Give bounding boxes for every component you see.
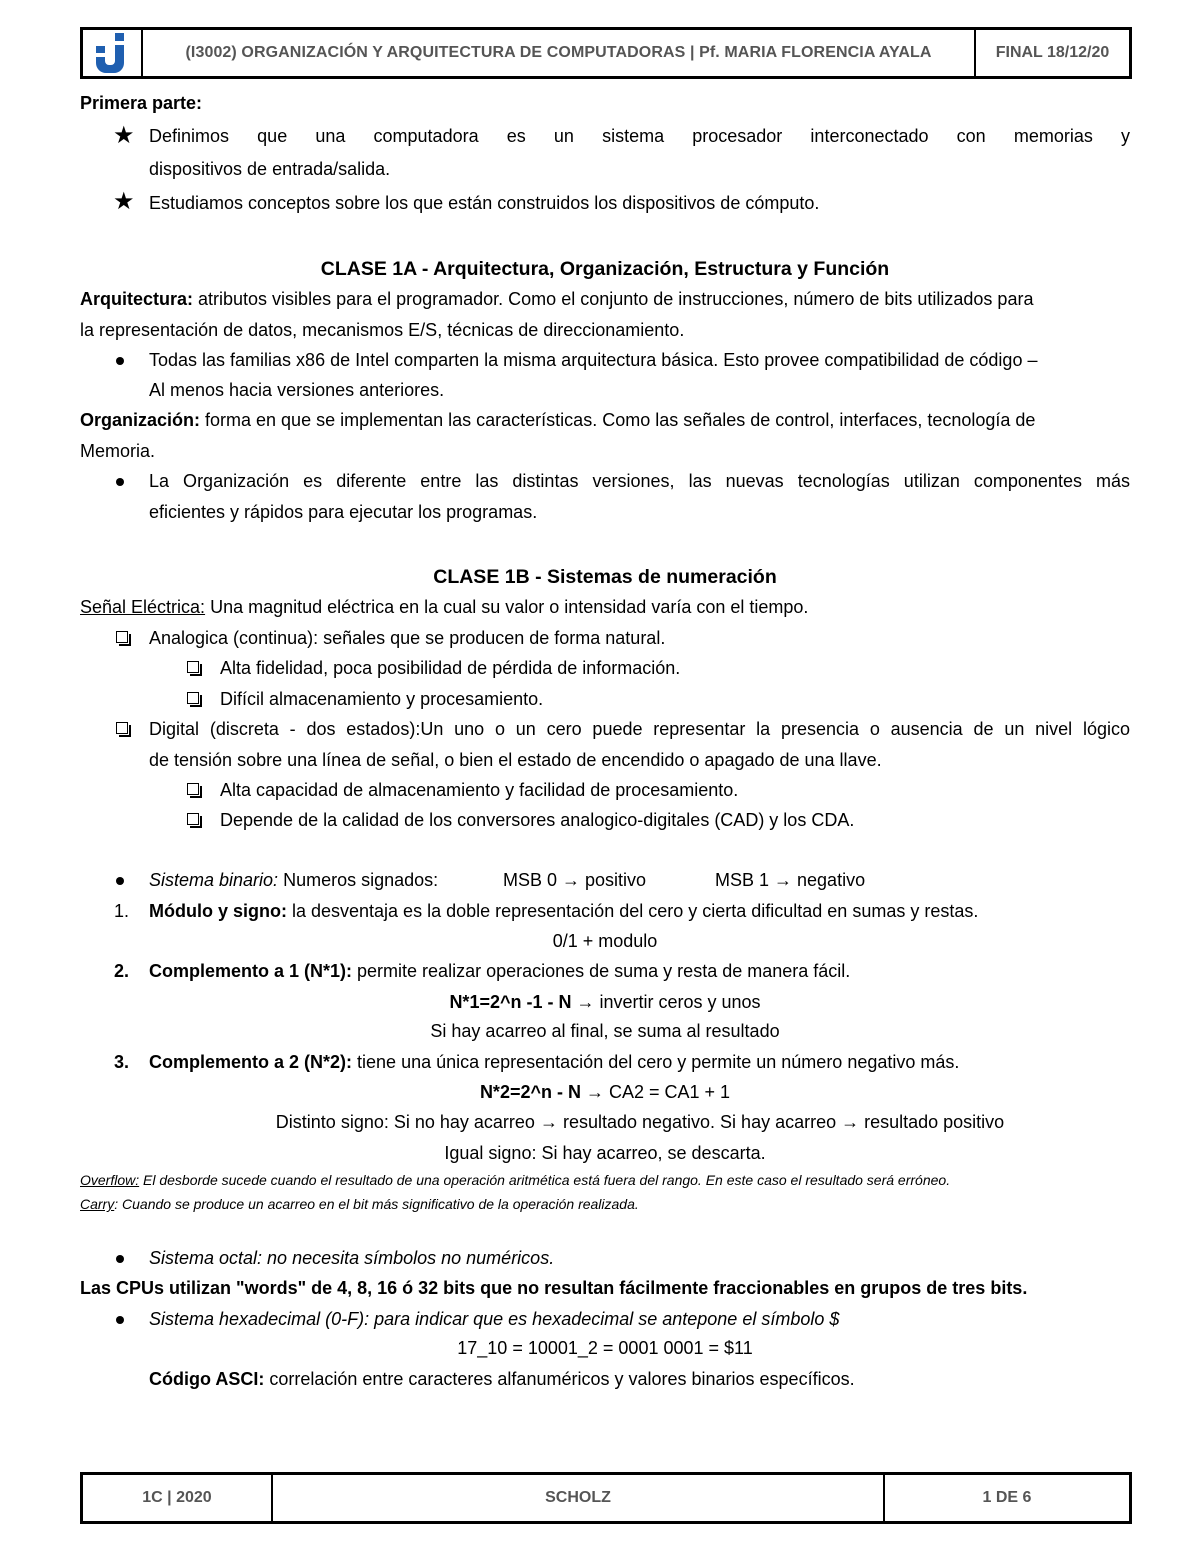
modulo-signo: Módulo y signo: la desventaja es la doble representación del cero y cierta dificultad en sumas y restas. (149, 901, 979, 921)
hex-example: 17_10 = 10001_2 = 0001 0001 = $11 (457, 1338, 753, 1358)
complemento-1-formula: N*1=2^n -1 - N → invertir ceros y unos (449, 992, 761, 1012)
msb-0: MSB 0 → positivo (503, 870, 647, 890)
intro-item-1: Definimos que una computadora es un sistema procesador interconectado con memorias y (149, 126, 1130, 146)
organizacion-definition: Organización: forma en que se implementan las características. Como las señales de control, interfaces, tecnología de (80, 410, 1036, 430)
arquitectura-bullet-cont: Al menos hacia versiones anteriores. (149, 380, 445, 400)
sistema-binario: Sistema binario: Numeros signados: (149, 870, 439, 890)
checkbox-bullet-icon (187, 692, 199, 704)
modulo-formula: 0/1 + modulo (552, 931, 658, 951)
star-icon: ★ (113, 122, 135, 149)
bullet-icon (116, 478, 124, 486)
overflow-note: Overflow: El desborde sucede cuando el resultado de una operación aritmética está fuera del rango. En este caso el resultado será erróneo. (80, 1172, 951, 1188)
complemento-2-igual: Igual signo: Si hay acarreo, se descarta. (444, 1143, 766, 1163)
carry-note: Carry: Cuando se produce un acarreo en el bit más significativo de la operación realizada. (80, 1196, 639, 1212)
star-icon: ★ (113, 188, 135, 215)
organizacion-bullet: La Organización es diferente entre las distintas versiones, las nuevas tecnologías utilizan componentes más (149, 471, 1130, 491)
list-number: 3. (114, 1052, 130, 1072)
complemento-1: Complemento a 1 (N*1): permite realizar operaciones de suma y resta de manera fácil. (149, 961, 851, 981)
intro-item-2: Estudiamos conceptos sobre los que están construidos los dispositivos de cómputo. (149, 193, 820, 213)
page-footer (80, 1472, 1132, 1524)
checkbox-bullet-icon (116, 722, 128, 734)
list-number: 2. (114, 961, 130, 981)
bullet-icon (116, 357, 124, 365)
complemento-2-distinto: Distinto signo: Si no hay acarreo → resultado negativo. Si hay acarreo → resultado positivo (275, 1112, 1005, 1132)
course-title: (I3002) ORGANIZACIÓN Y ARQUITECTURA DE COMPUTADORAS | Pf. MARIA FLORENCIA AYALA (143, 30, 976, 76)
analogica-sub-1: Alta fidelidad, poca posibilidad de pérdida de información. (220, 658, 681, 678)
checkbox-bullet-icon (187, 783, 199, 795)
complemento-2-formula: N*2=2^n - N → CA2 = CA1 + 1 (479, 1082, 731, 1102)
page-header (80, 27, 1132, 79)
bullet-icon (116, 877, 124, 885)
msb-1: MSB 1 → negativo (715, 870, 866, 890)
digital-item-cont: de tensión sobre una línea de señal, o bien el estado de encendido o apagado de una llave. (149, 750, 882, 770)
digital-item: Digital (discreta - dos estados):Un uno o un cero puede representar la presencia o ausencia de un nivel lógico (149, 719, 1130, 739)
footer-author: SCHOLZ (273, 1475, 885, 1521)
clase-1a-title: CLASE 1A - Arquitectura, Organización, Estructura y Función (320, 258, 890, 280)
digital-sub-2: Depende de la calidad de los conversores analogico-digitales (CAD) y los CDA. (220, 810, 855, 830)
cpus-words: Las CPUs utilizan "words" de 4, 8, 16 ó 32 bits que no resultan fácilmente fraccionables en grupos de tres bits. (80, 1278, 1028, 1298)
intro-heading: Primera parte: (80, 93, 203, 113)
checkbox-bullet-icon (116, 631, 128, 643)
analogica-sub-2: Difícil almacenamiento y procesamiento. (220, 689, 544, 709)
arquitectura-definition: Arquitectura: atributos visibles para el programador. Como el conjunto de instrucciones, número de bits utilizados para (80, 289, 1034, 309)
university-logo (83, 30, 143, 76)
intro-item-1-cont: dispositivos de entrada/salida. (149, 159, 391, 179)
analogica-item: Analogica (continua): señales que se producen de forma natural. (149, 628, 666, 648)
bullet-icon (116, 1255, 124, 1263)
complemento-2: Complemento a 2 (N*2): tiene una única representación del cero y permite un número negativo más. (149, 1052, 960, 1072)
organizacion-definition-cont: Memoria. (80, 441, 156, 461)
footer-term: 1C | 2020 (83, 1475, 273, 1521)
footer-page-number: 1 DE 6 (982, 1489, 1032, 1506)
digital-sub-1: Alta capacidad de almacenamiento y facilidad de procesamiento. (220, 780, 739, 800)
arquitectura-definition-cont: la representación de datos, mecanismos E/S, técnicas de direccionamiento. (80, 320, 685, 340)
logo-icon (94, 33, 130, 73)
sistema-octal: Sistema octal: no necesita símbolos no numéricos. (149, 1248, 555, 1268)
exam-date: FINAL 18/12/20 (995, 44, 1110, 61)
list-number: 1. (114, 901, 130, 921)
complemento-1-note: Si hay acarreo al final, se suma al resultado (430, 1021, 780, 1041)
clase-1b-title: CLASE 1B - Sistemas de numeración (433, 566, 777, 588)
checkbox-bullet-icon (187, 661, 199, 673)
codigo-ascii: Código ASCI: correlación entre caracteres alfanuméricos y valores binarios específicos. (149, 1369, 855, 1389)
senal-electrica: Señal Eléctrica: Una magnitud eléctrica en la cual su valor o intensidad varía con el tiempo. (80, 597, 809, 617)
checkbox-bullet-icon (187, 813, 199, 825)
bullet-icon (116, 1316, 124, 1324)
organizacion-bullet-cont: eficientes y rápidos para ejecutar los programas. (149, 502, 538, 522)
arquitectura-bullet: Todas las familias x86 de Intel comparten la misma arquitectura básica. Esto provee compatibilidad de código – (149, 350, 1038, 370)
sistema-hexadecimal: Sistema hexadecimal (0-F): para indicar que es hexadecimal se antepone el símbolo $ (149, 1309, 840, 1329)
